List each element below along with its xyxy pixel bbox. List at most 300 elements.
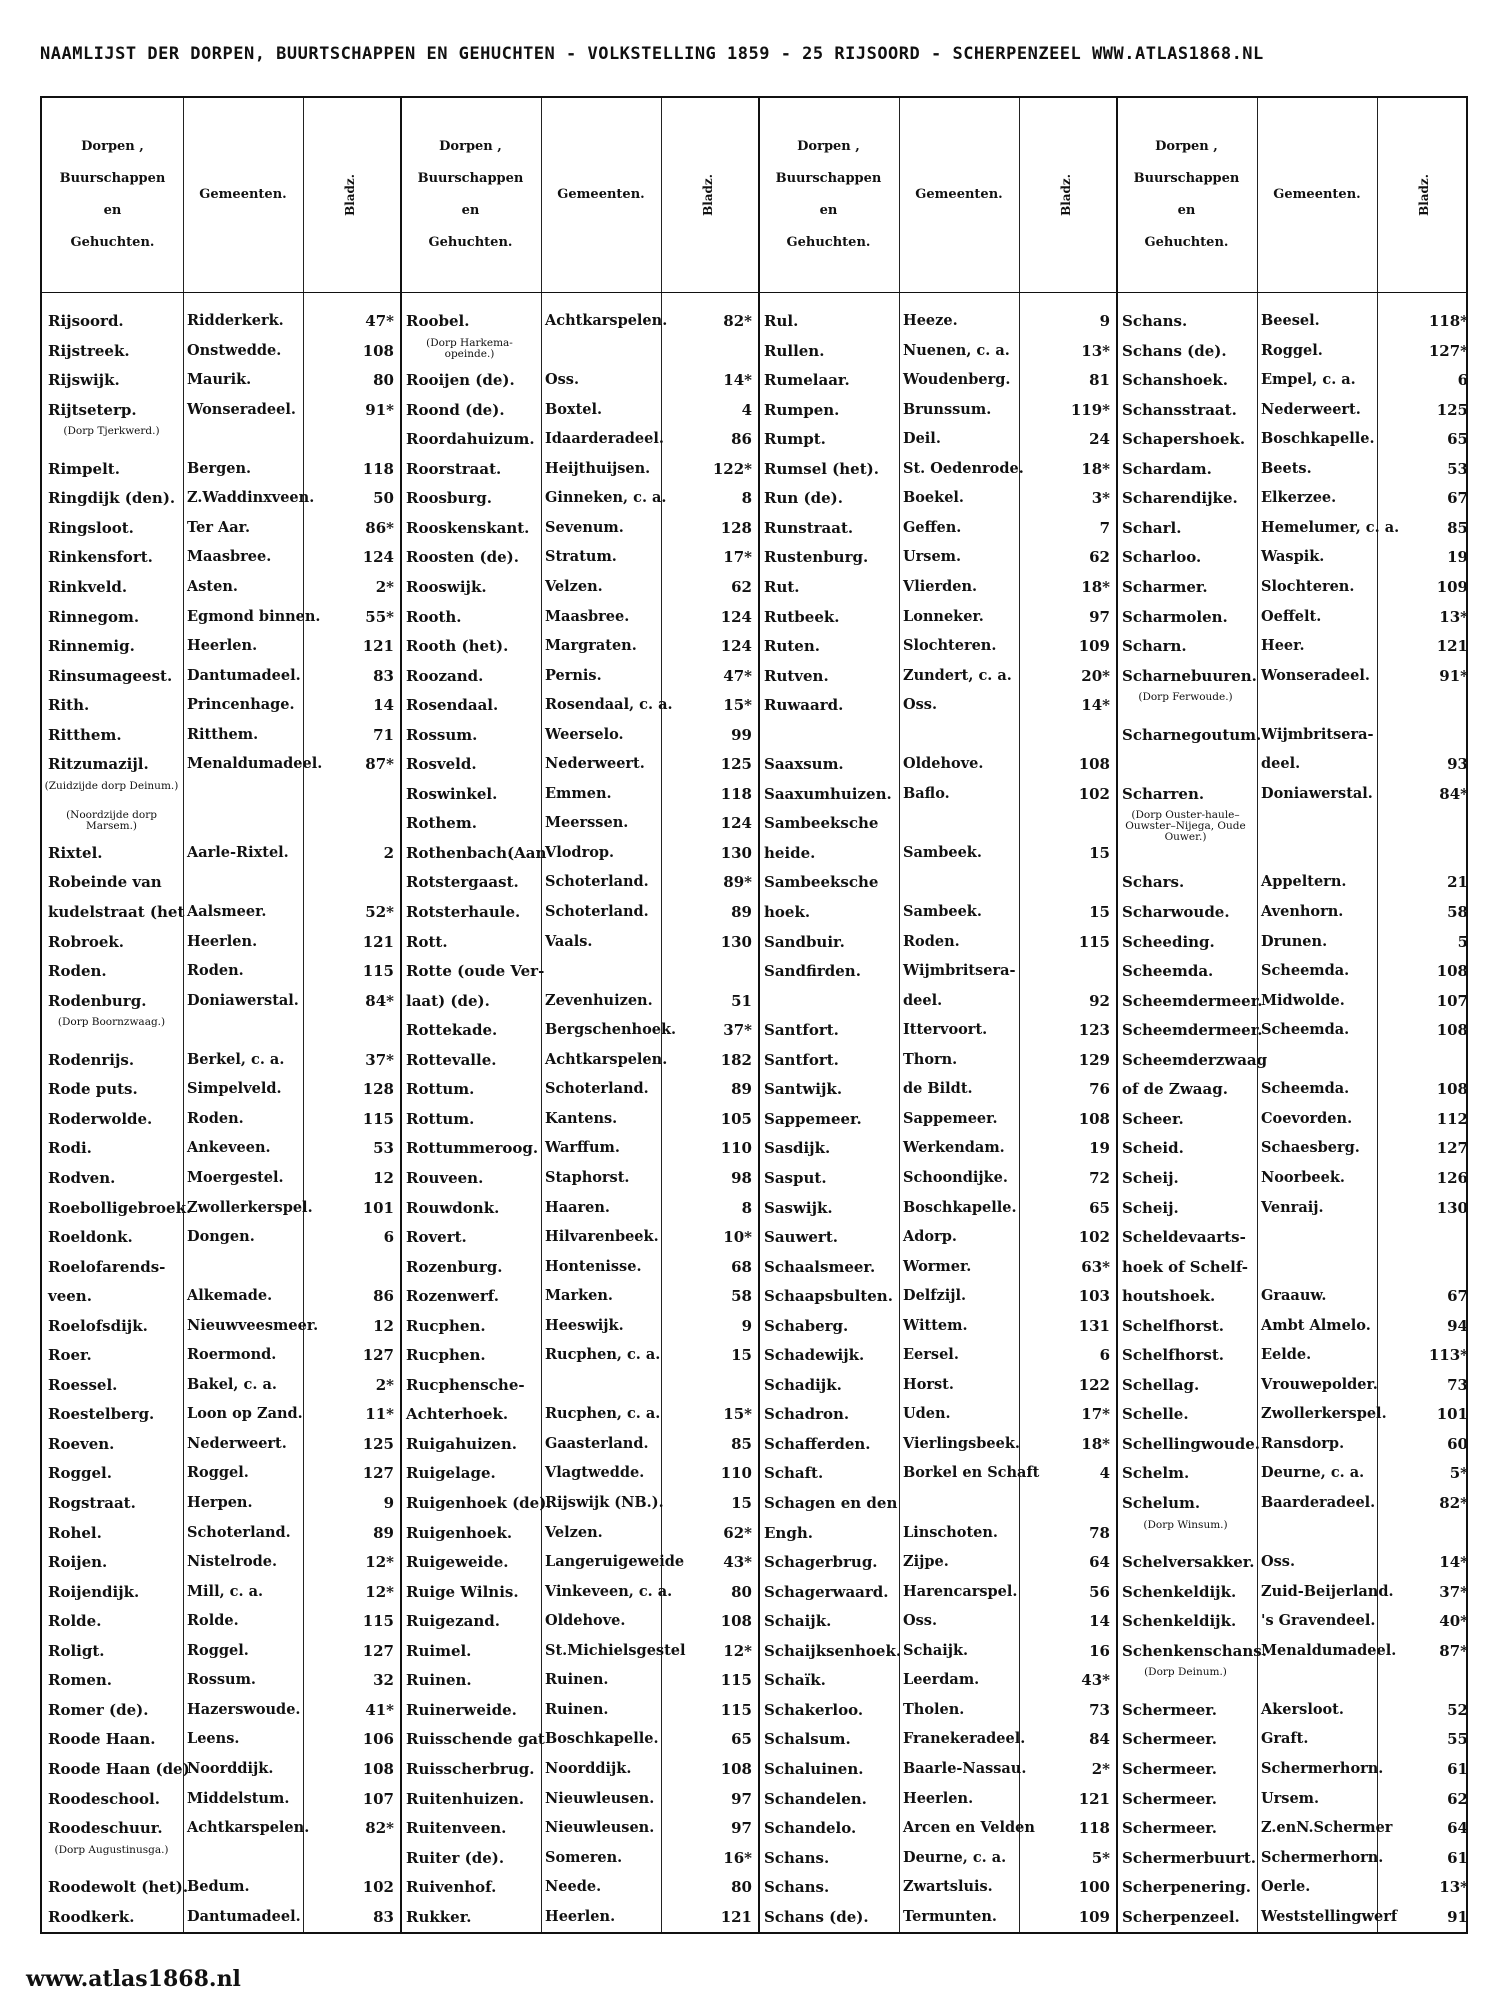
- page-number: 13*: [1439, 1878, 1468, 1897]
- municipality-name: Oldehove.: [545, 1612, 626, 1630]
- page-number: 9: [1099, 312, 1110, 330]
- village-name: Schenkeldijk.: [1122, 1582, 1237, 1601]
- municipality-name: Weerselo.: [545, 725, 624, 743]
- village-name: Runstraat.: [764, 518, 854, 537]
- page-number: 131: [1078, 1316, 1110, 1335]
- municipality-name: Sevenum.: [545, 518, 624, 536]
- village-name: Schanshoek.: [1122, 371, 1229, 390]
- municipality-name: Noorbeek.: [1261, 1168, 1345, 1186]
- village-name: Roond (de).: [406, 400, 505, 419]
- municipality-name: Doniawerstal.: [187, 991, 299, 1009]
- village-name: Schagen en den: [764, 1494, 898, 1512]
- municipality-name: Coevorden.: [1261, 1109, 1353, 1127]
- municipality-name: Asten.: [187, 577, 238, 595]
- municipality-name: Midwolde.: [1261, 991, 1345, 1009]
- municipality-name: Maurik.: [187, 371, 252, 389]
- municipality-name: Mill, c. a.: [187, 1582, 264, 1600]
- municipality-name: Boschkapelle.: [1261, 430, 1375, 448]
- village-name: Schapershoek.: [1122, 430, 1246, 449]
- page-number: 122*: [712, 459, 752, 478]
- page-number: 37*: [723, 1021, 752, 1040]
- page-number: 73: [1447, 1375, 1468, 1394]
- village-name: Rouveen.: [406, 1168, 484, 1187]
- municipality-name: Vlagtwedde.: [545, 1464, 645, 1482]
- village-name: Ruigahuizen.: [406, 1434, 517, 1453]
- village-name: Ruinen.: [406, 1671, 472, 1690]
- village-name: Rijsoord.: [48, 312, 124, 330]
- page-number: 64: [1447, 1819, 1468, 1838]
- municipality-name: Hilvarenbeek.: [545, 1228, 659, 1246]
- municipality-name: Borkel en Schaft: [903, 1464, 1040, 1482]
- page-number: 93: [1447, 755, 1468, 774]
- municipality-name: Boxtel.: [545, 400, 603, 418]
- village-name: Rooth (het).: [406, 637, 509, 656]
- village-subnote: (Dorp Ouster-haule–Ouwster–Nijega, Oude Ouwer.): [1125, 809, 1246, 844]
- page-number: 129: [1078, 1050, 1110, 1069]
- page-number: 24: [1089, 430, 1110, 449]
- village-name: Ruisschende gat: [406, 1730, 545, 1749]
- village-name: Achterhoek.: [406, 1405, 509, 1424]
- municipality-name: Simpelveld.: [187, 1080, 282, 1098]
- village-subnote: (Dorp Augustinusga.): [54, 1843, 169, 1856]
- village-name: Schellingwoude.: [1122, 1434, 1260, 1453]
- page-number: 121: [720, 1907, 752, 1926]
- page-number: 7: [1099, 518, 1110, 537]
- municipality-name: Sambeek.: [903, 903, 982, 920]
- village-name: Rodven.: [48, 1168, 116, 1187]
- village-name: Ruitenveen.: [406, 1819, 507, 1838]
- village-name: Schadijk.: [764, 1375, 842, 1394]
- municipality-name: Schoondijke.: [903, 1168, 1008, 1186]
- page-number: 80: [731, 1878, 752, 1897]
- municipality-name: Menaldumadeel.: [1261, 1641, 1397, 1659]
- village-name: Schakerloo.: [764, 1700, 864, 1719]
- municipality-name: Oss.: [545, 371, 580, 389]
- page-number: 108: [1078, 755, 1110, 774]
- municipality-name: Werkendam.: [903, 1139, 1005, 1157]
- village-name: Scharl.: [1122, 518, 1182, 537]
- page-number: 43*: [1081, 1671, 1110, 1690]
- municipality-name: Sambeek.: [903, 843, 982, 861]
- village-name: Rutven.: [764, 666, 829, 685]
- village-name: Schadron.: [764, 1405, 850, 1424]
- municipality-name: Berkel, c. a.: [187, 1050, 285, 1068]
- village-name: Schandelen.: [764, 1789, 867, 1808]
- village-name: Scharendijke.: [1122, 489, 1238, 508]
- page-number: 21: [1447, 873, 1468, 892]
- village-name: Rumsel (het).: [764, 459, 879, 478]
- village-name: Schars.: [1122, 873, 1185, 892]
- village-name: Rosendaal.: [406, 696, 499, 715]
- page-number: 19: [1089, 1139, 1110, 1158]
- municipality-name: Ittervoort.: [903, 1021, 988, 1039]
- municipality-name: Boschkapelle.: [903, 1198, 1017, 1216]
- municipality-name: Waspik.: [1261, 548, 1325, 566]
- page-number: 62: [1447, 1789, 1468, 1808]
- village-name: Roode Haan.: [48, 1730, 156, 1749]
- village-name: Roodewolt (het).: [48, 1878, 189, 1897]
- municipality-name: Schermerhorn.: [1261, 1759, 1384, 1777]
- municipality-name: Beesel.: [1261, 312, 1320, 329]
- page-header: NAAMLIJST DER DORPEN, BUURTSCHAPPEN EN GEHUCHTEN - VOLKSTELLING 1859 - 25 RIJSOORD - SCHERPENZEEL WWW.ATLAS1868.NL: [40, 44, 1264, 64]
- page-number: 15*: [723, 696, 752, 715]
- page-number: 4: [741, 400, 752, 419]
- village-name: Scharmer.: [1122, 577, 1208, 596]
- page-number: 15: [731, 1346, 752, 1365]
- municipality-name: Noorddijk.: [187, 1759, 274, 1777]
- municipality-name: Roden.: [903, 932, 960, 950]
- municipality-name: Beets.: [1261, 459, 1312, 477]
- municipality-name: Achtkarspelen.: [545, 312, 668, 329]
- village-name: Scheemda.: [1122, 962, 1214, 981]
- village-name: Rinnemig.: [48, 637, 135, 656]
- page-number: 51: [731, 991, 752, 1010]
- village-name: Ringsloot.: [48, 518, 134, 537]
- page-number: 124: [720, 637, 752, 656]
- village-name: Schermerbuurt.: [1122, 1848, 1256, 1867]
- page-number: 14: [1089, 1612, 1110, 1631]
- village-name: Scharwoude.: [1122, 903, 1230, 921]
- municipality-name: Hemelumer, c. a.: [1261, 518, 1400, 536]
- village-name: Rukker.: [406, 1907, 472, 1926]
- municipality-name: de Bildt.: [903, 1080, 973, 1098]
- page-number: 18*: [1081, 1434, 1110, 1453]
- village-name: Engh.: [764, 1523, 813, 1542]
- municipality-name: deel.: [1261, 755, 1301, 773]
- municipality-name: Geffen.: [903, 518, 962, 536]
- municipality-name: Arcen en Velden: [903, 1819, 1035, 1837]
- municipality-name: Ankeveen.: [187, 1139, 271, 1157]
- municipality-name: Woudenberg.: [903, 371, 1011, 389]
- village-name: Roode Haan (de): [48, 1759, 190, 1778]
- page-number: 118: [1078, 1819, 1110, 1838]
- village-name: hoek of Schelf-: [1122, 1257, 1249, 1276]
- village-name: Roden.: [48, 962, 107, 981]
- municipality-name: Franekeradeel.: [903, 1730, 1026, 1748]
- page-number: 108: [362, 341, 394, 360]
- municipality-name: Noorddijk.: [545, 1759, 632, 1777]
- page-number: 108: [720, 1612, 752, 1631]
- municipality-name: Deil.: [903, 430, 941, 448]
- municipality-name: Margraten.: [545, 637, 637, 655]
- page-number: 85: [1447, 518, 1468, 537]
- page-number: 80: [731, 1582, 752, 1601]
- page-number: 118: [720, 784, 752, 803]
- municipality-name: Empel, c. a.: [1261, 371, 1356, 389]
- group-divider: [1116, 98, 1118, 1932]
- page-number: 86: [731, 430, 752, 449]
- village-name: Rumelaar.: [764, 371, 850, 390]
- village-name: Rixtel.: [48, 843, 103, 862]
- village-name: Roordahuizum.: [406, 430, 535, 449]
- page-number: 81: [1089, 371, 1110, 390]
- page-number: 94: [1447, 1316, 1468, 1335]
- column-divider: [183, 98, 184, 1932]
- village-name: Roelofsdijk.: [48, 1316, 148, 1335]
- page-number: 14*: [1439, 1553, 1468, 1572]
- page-number: 61: [1447, 1759, 1468, 1778]
- municipality-name: Roermond.: [187, 1346, 277, 1364]
- page-number: 19: [1447, 548, 1468, 567]
- page-number: 18*: [1081, 577, 1110, 596]
- village-name: Rothem.: [406, 814, 477, 833]
- municipality-name: Eersel.: [903, 1346, 959, 1364]
- municipality-name: Rucphen, c. a.: [545, 1346, 661, 1364]
- page-number: 89: [731, 1080, 752, 1099]
- page-number: 2*: [1091, 1759, 1110, 1778]
- village-name: Ruimel.: [406, 1641, 472, 1660]
- village-name: Saaxumhuizen.: [764, 784, 892, 803]
- municipality-name: Sappemeer.: [903, 1109, 998, 1127]
- group-divider: [758, 98, 760, 1932]
- page-number: 72: [1089, 1168, 1110, 1187]
- municipality-name: Ginneken, c. a.: [545, 489, 667, 507]
- village-name: Rut.: [764, 577, 800, 596]
- village-name: Ruigelage.: [406, 1464, 496, 1483]
- municipality-name: Nieuwleusen.: [545, 1819, 655, 1837]
- page-number: 130: [720, 932, 752, 951]
- page-number: 84*: [365, 991, 394, 1010]
- page-number: 109: [1436, 577, 1468, 596]
- village-name: Romer (de).: [48, 1700, 149, 1719]
- municipality-name: Brunssum.: [903, 400, 992, 418]
- municipality-name: Scheemda.: [1261, 1021, 1350, 1039]
- village-name: Schans.: [764, 1878, 830, 1897]
- village-name: Ruige Wilnis.: [406, 1582, 519, 1601]
- village-name: kudelstraat (het: [48, 903, 185, 921]
- page-number: 107: [362, 1789, 394, 1808]
- village-name: Schans (de).: [764, 1907, 869, 1926]
- municipality-name: Baarle-Nassau.: [903, 1759, 1027, 1777]
- page-number: 106: [362, 1730, 394, 1749]
- page-number: 15*: [723, 1405, 752, 1424]
- header-gemeenten: Gemeenten.: [915, 187, 1003, 202]
- page-number: 6: [383, 1228, 394, 1247]
- village-name: Roestelberg.: [48, 1405, 155, 1424]
- municipality-name: Zwollerkerspel.: [1261, 1405, 1387, 1423]
- page-number: 13*: [1081, 341, 1110, 360]
- municipality-name: Deurne, c. a.: [903, 1848, 1007, 1866]
- page-number: 5*: [1449, 1464, 1468, 1483]
- village-name: Romen.: [48, 1671, 113, 1690]
- village-name: Rothenbach(Aan: [406, 843, 547, 862]
- page-number: 53: [1447, 459, 1468, 478]
- page-number: 118: [362, 459, 394, 478]
- page-number: 89: [373, 1523, 394, 1542]
- page-number: 101: [1436, 1405, 1468, 1424]
- village-name: Scheemderzwaag: [1122, 1050, 1268, 1069]
- village-name: Rohel.: [48, 1523, 102, 1542]
- municipality-name: Uden.: [903, 1405, 951, 1423]
- village-subnote: (Dorp Ferwoude.): [1138, 691, 1233, 704]
- village-name: Rotte (oude Ver-: [406, 962, 545, 981]
- village-name: Rinkensfort.: [48, 548, 153, 567]
- municipality-name: Slochteren.: [903, 637, 997, 655]
- municipality-name: Graauw.: [1261, 1287, 1327, 1305]
- village-name: Schermeer.: [1122, 1819, 1218, 1838]
- municipality-name: Staphorst.: [545, 1168, 630, 1186]
- village-name: Rustenburg.: [764, 548, 869, 567]
- page-number: 115: [1078, 932, 1110, 951]
- village-name: Rottum.: [406, 1109, 475, 1128]
- page-number: 5: [1457, 932, 1468, 951]
- village-name: Scharnegoutum.: [1122, 725, 1262, 744]
- municipality-name: Zundert, c. a.: [903, 666, 1012, 684]
- village-name: Rijtseterp.: [48, 400, 137, 419]
- village-name: Schaijk.: [764, 1612, 832, 1631]
- municipality-name: Boekel.: [903, 489, 964, 507]
- village-name: Rouwdonk.: [406, 1198, 500, 1217]
- village-name: Schenkeldijk.: [1122, 1612, 1237, 1631]
- page-number: 102: [362, 1878, 394, 1897]
- page-number: 123: [1078, 1021, 1110, 1040]
- page-number: 182: [720, 1050, 752, 1069]
- municipality-name: Oerle.: [1261, 1878, 1311, 1896]
- page-number: 16*: [723, 1848, 752, 1867]
- village-name: Rimpelt.: [48, 459, 120, 478]
- municipality-name: Z.enN.Schermer: [1261, 1819, 1393, 1837]
- municipality-name: Aarle-Rixtel.: [187, 843, 289, 861]
- village-name: Rodenrijs.: [48, 1050, 135, 1069]
- municipality-name: Heijthuijsen.: [545, 459, 651, 477]
- page-number: 105: [720, 1109, 752, 1128]
- page-number: 91*: [1439, 666, 1468, 685]
- page-number: 47*: [365, 312, 394, 330]
- column-divider: [1019, 98, 1020, 1932]
- municipality-name: Zwartsluis.: [903, 1878, 993, 1896]
- municipality-name: Roggel.: [187, 1641, 249, 1659]
- page-number: 37*: [1439, 1582, 1468, 1601]
- municipality-name: Idaarderadeel.: [545, 430, 664, 448]
- municipality-name: Elkerzee.: [1261, 489, 1337, 507]
- municipality-name: Ambt Almelo.: [1261, 1316, 1371, 1334]
- village-name: Roijen.: [48, 1553, 108, 1572]
- village-name: Rullen.: [764, 341, 825, 360]
- page-number: 92: [1089, 991, 1110, 1010]
- village-name: Scheid.: [1122, 1139, 1184, 1158]
- municipality-name: Rosendaal, c. a.: [545, 696, 673, 714]
- page-number: 115: [362, 1612, 394, 1631]
- page-number: 12*: [723, 1641, 752, 1660]
- municipality-name: Stratum.: [545, 548, 617, 566]
- village-name: Rul.: [764, 312, 799, 330]
- village-name: Ruigezand.: [406, 1612, 500, 1631]
- municipality-name: Alkemade.: [187, 1287, 273, 1305]
- page-number: 8: [741, 489, 752, 508]
- village-name: Robeinde van: [48, 873, 162, 892]
- page-number: 115: [362, 962, 394, 981]
- village-name: Roggel.: [48, 1464, 112, 1483]
- page-number: 115: [720, 1671, 752, 1690]
- page-number: 20*: [1081, 666, 1110, 685]
- municipality-name: Ursem.: [903, 548, 962, 566]
- group-divider: [400, 98, 402, 1932]
- village-name: Rinsumageest.: [48, 666, 173, 685]
- village-name: Schelum.: [1122, 1494, 1201, 1512]
- village-subnote: (Zuidzijde dorp Deinum.): [44, 779, 179, 792]
- village-name: Schaapsbulten.: [764, 1287, 893, 1306]
- village-name: Rolde.: [48, 1612, 102, 1631]
- municipality-name: Menaldumadeel.: [187, 755, 323, 773]
- municipality-name: Rijswijk (NB.).: [545, 1494, 664, 1511]
- page-number: 91: [1447, 1907, 1468, 1926]
- page-number: 122: [1078, 1375, 1110, 1394]
- municipality-name: Schoterland.: [545, 1080, 649, 1098]
- page-number: 121: [1078, 1789, 1110, 1808]
- municipality-name: Heer.: [1261, 637, 1305, 655]
- municipality-name: Haaren.: [545, 1198, 610, 1216]
- village-name: Schermeer.: [1122, 1789, 1218, 1808]
- page-number: 91*: [365, 400, 394, 419]
- page-number: 82*: [723, 312, 752, 330]
- column-divider: [303, 98, 304, 1932]
- municipality-name: Bedum.: [187, 1878, 250, 1896]
- page-number: 55: [1447, 1730, 1468, 1749]
- municipality-name: Graft.: [1261, 1730, 1309, 1748]
- village-name: Scharloo.: [1122, 548, 1202, 567]
- page-number: 83: [373, 666, 394, 685]
- page-number: 126: [1436, 1168, 1468, 1187]
- page-number: 14*: [723, 371, 752, 390]
- page-number: 58: [1447, 903, 1468, 921]
- page-number: 115: [720, 1700, 752, 1719]
- village-name: Roeldonk.: [48, 1228, 133, 1247]
- village-name: Schelfhorst.: [1122, 1316, 1224, 1335]
- page-number: 17*: [723, 548, 752, 567]
- municipality-name: Meerssen.: [545, 814, 629, 832]
- municipality-name: Dongen.: [187, 1228, 255, 1246]
- page-number: 121: [1436, 637, 1468, 656]
- village-name: Rutbeek.: [764, 607, 840, 626]
- municipality-name: Thorn.: [903, 1050, 958, 1068]
- municipality-name: Onstwedde.: [187, 341, 282, 359]
- village-name: Ruiter (de).: [406, 1848, 505, 1867]
- municipality-name: Vlierden.: [903, 577, 978, 595]
- municipality-name: Nieuwleusen.: [545, 1789, 655, 1807]
- municipality-name: Egmond binnen.: [187, 607, 321, 625]
- page-number: 8: [741, 1198, 752, 1217]
- page-number: 14*: [1081, 696, 1110, 715]
- municipality-name: Drunen.: [1261, 932, 1328, 950]
- village-name: Scheij.: [1122, 1198, 1179, 1217]
- village-subnote: (Noordzijde dorp Marsem.): [66, 809, 157, 833]
- page-number: 14: [373, 696, 394, 715]
- page-number: 73: [1089, 1700, 1110, 1719]
- page-number: 3*: [1091, 489, 1110, 508]
- village-name: Rottum.: [406, 1080, 475, 1099]
- village-name: Sambeeksche: [764, 814, 879, 833]
- page-number: 99: [731, 725, 752, 744]
- village-name: Schalsum.: [764, 1730, 851, 1749]
- village-name: Sambeeksche: [764, 873, 879, 892]
- village-name: Roosburg.: [406, 489, 492, 508]
- page-number: 65: [1447, 430, 1468, 449]
- municipality-name: Schaesberg.: [1261, 1139, 1360, 1157]
- municipality-name: Schoterland.: [187, 1523, 291, 1541]
- municipality-name: Vrouwepolder.: [1261, 1375, 1378, 1393]
- municipality-name: Nieuwveesmeer.: [187, 1316, 319, 1334]
- village-name: Ruigeweide.: [406, 1553, 509, 1572]
- page-number: 127: [362, 1641, 394, 1660]
- municipality-name: Bergschenhoek.: [545, 1021, 677, 1039]
- page-number: 109: [1078, 1907, 1110, 1926]
- municipality-name: Venraij.: [1261, 1198, 1324, 1216]
- page-number: 62*: [723, 1523, 752, 1542]
- page-number: 65: [731, 1730, 752, 1749]
- municipality-name: Achtkarspelen.: [545, 1050, 668, 1068]
- village-name: Ruten.: [764, 637, 820, 656]
- village-name: Rucphen.: [406, 1346, 486, 1365]
